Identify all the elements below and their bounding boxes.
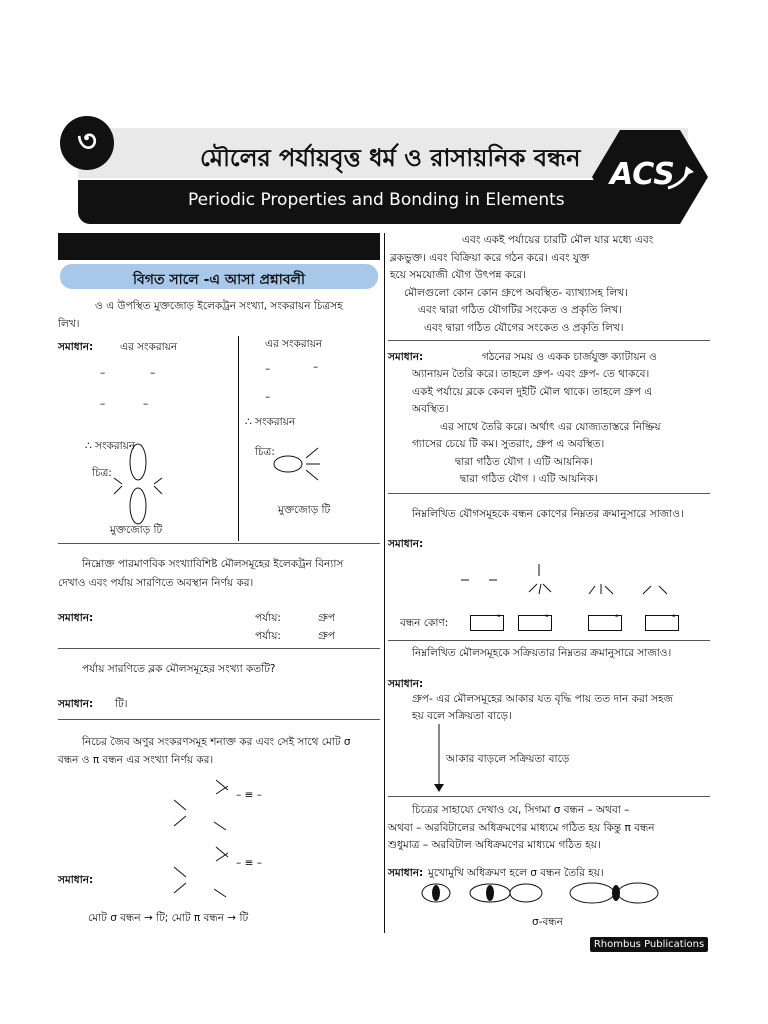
q4-line2: বন্ধন ও π বন্ধন এর সংখ্যা নির্ণয় কর।: [58, 754, 214, 766]
q5-line6: এবং দ্বারা গঠিত যৌগের সংকেত ও প্রকৃতি লিখ।: [424, 322, 624, 334]
publisher-badge: Rhombus Publications: [590, 937, 708, 952]
a8-text: মুখোমুখি অধিক্রমণ হলে σ বন্ধন তৈরি হয়।: [428, 867, 604, 879]
dash: –: [313, 361, 319, 373]
q5-line3: হয়ে সমযোজী যৌগ উৎপন্ন করে।: [390, 269, 526, 281]
q1-line2: লিখ।: [58, 318, 80, 330]
degree-symbol: °: [496, 614, 501, 624]
separator: [58, 719, 380, 720]
a4-total: মোট σ বন্ধন → টি; মোট π বন্ধন → টি: [88, 912, 249, 924]
q8-line1: চিত্রের সাহায্যে দেখাও যে, সিগমা σ বন্ধন – অথবা –: [412, 804, 630, 816]
degree-symbol: °: [544, 614, 549, 624]
a2-solution-label: সমাধান:: [58, 612, 94, 624]
q5-line4: মৌলগুলো কোন কোন গ্রুপে অবস্থিত- ব্যাখ্যাসহ লিখ।: [404, 287, 628, 299]
q5-line5: এবং দ্বারা গঠিত যৌগটির সংকেত ও প্রকৃতি লিখ।: [418, 304, 623, 316]
q2-line2: দেখাও এবং পর্যায় সারণিতে অবস্থান নির্ণয় কর।: [58, 577, 254, 589]
dash: –: [100, 367, 106, 379]
a2-period-1: পর্যায়:: [255, 612, 281, 624]
a5-line1: গঠনের সময় ও একক চার্জযুক্ত ক্যাটায়ন ও: [482, 351, 657, 363]
a5-line4: অবস্থিত।: [412, 403, 449, 415]
a4-bond-a: – ≡ –: [236, 789, 262, 801]
a1-lone-a: মুক্তজোড় টি: [110, 524, 163, 536]
a7-solution-label: সমাধান:: [388, 678, 424, 690]
separator: [388, 493, 710, 494]
angle-box-4: [645, 615, 679, 631]
a1-fig-label-a: চিত্র:: [92, 467, 112, 479]
chapter-number: ৩: [60, 116, 114, 170]
a3-solution-label: সমাধান:: [58, 698, 94, 710]
a7-line1: গ্রুপ- এর মৌলসমূহের আকার যত বৃদ্ধি পায় তত দান করা সহজ: [412, 693, 673, 705]
q5-line2: ব্লকভুক্ত। এবং বিক্রিয়া করে গঠন করে। এবং যুক্ত: [390, 252, 590, 264]
dash: –: [265, 391, 271, 403]
a5-solution-label: সমাধান:: [388, 351, 424, 363]
a1-hyb-a: ∴ সংকরায়ন: [85, 440, 136, 452]
q4-line1: নিচের জৈব অণুর সংকরণসমূহ শনাক্ত কর এবং সেই সাথে মোট σ: [82, 736, 351, 748]
acs-logo: ACS: [610, 157, 675, 192]
orbital-diagram-a: [110, 440, 170, 530]
q8-line3: শুধুমাত্র – অরবিটাল অধিক্রমণের মাধ্যমে গঠিত হয়।: [388, 839, 601, 851]
a1-solution-label: সমাধান:: [58, 341, 94, 353]
a4-bond-b: – ≡ –: [236, 857, 262, 869]
dash: –: [143, 398, 149, 410]
q1-line1: ও এ উপস্থিত মুক্তজোড় ইলেকট্রন সংখ্যা, সংকরায়ন চিত্রসহ: [95, 300, 343, 312]
separator: [388, 640, 710, 641]
angle-box-3: [588, 615, 622, 631]
a7-line2: হয় বলে সক্রিয়তা বাড়ে।: [412, 710, 512, 722]
a6-bond-angle-label: বন্ধন কোণ:: [400, 617, 449, 629]
q3-text: পর্যায় সারণিতে ব্লক মৌলসমূহের সংখ্যা কতটি?: [82, 663, 276, 675]
q8-line2: অথবা – অরবিটালের অধিক্রমণের মাধ্যমে গঠিত হয় কিন্তু π বন্ধন: [388, 822, 655, 834]
dash: –: [265, 363, 271, 375]
a1-hyb-b: ∴ সংকরায়ন: [245, 416, 296, 428]
q2-line1: নিম্নোক্ত পারমাণবিক সংখ্যাবিশিষ্ট মৌলসমূহের ইলেকট্রন বিন্যাস: [82, 558, 344, 570]
a1-lone-b: মুক্তজোড় টি: [278, 504, 331, 516]
a1-config-a: এর সংকরায়ন: [120, 341, 178, 353]
degree-symbol: °: [614, 614, 619, 624]
sigma-overlap-diagram: [420, 880, 660, 906]
q5-line1: এবং একই পর্যায়ের চারটি মৌল যার মধ্যে এবং: [462, 234, 654, 246]
a5-line2: অ্যানায়ন তৈরি করে। তাহলে গ্রুপ- এবং গ্রুপ- তে থাকবে।: [412, 368, 650, 380]
a8-caption: σ-বন্ধন: [532, 916, 563, 928]
a2-group-2: গ্রুপ: [318, 630, 336, 642]
a1-fig-label-b: চিত্র:: [255, 446, 275, 458]
separator: [58, 543, 380, 544]
a5-line5: এর সাথে তৈরি করে। অর্থাৎ এর যোজ্যতাস্তরে নিষ্ক্রিয়: [440, 421, 661, 433]
angle-box-2: [518, 615, 552, 631]
a6-solution-label: সমাধান:: [388, 538, 424, 550]
separator: [388, 796, 710, 797]
molecule-shapes: [455, 560, 685, 604]
chapter-title-bn: মৌলের পর্যায়বৃত্ত ধর্ম ও রাসায়নিক বন্ধন: [200, 144, 581, 172]
a4-solution-label: সমাধান:: [58, 874, 94, 886]
a1-config-b: এর সংকরায়ন: [265, 338, 323, 350]
chapter-title-en: Periodic Properties and Bonding in Elements: [188, 190, 565, 210]
separator: [388, 340, 710, 341]
dash: –: [150, 367, 156, 379]
a5-line8: দ্বারা গঠিত যৌগ । এটি আয়নিক।: [460, 473, 598, 485]
angle-box-1: [470, 615, 504, 631]
a2-group-1: গ্রুপ: [318, 612, 336, 624]
orbital-diagram-b: [270, 440, 330, 490]
a3-value: টি।: [115, 698, 128, 710]
a8-solution-label: সমাধান:: [388, 867, 424, 879]
column-header-strip: [58, 233, 380, 260]
molecule-diagram-a: [168, 778, 238, 833]
separator: [58, 648, 380, 649]
a5-line7: দ্বারা গঠিত যৌগ । এটি আয়নিক।: [455, 456, 593, 468]
down-arrow: [432, 722, 446, 794]
a1-split-line: [238, 336, 239, 541]
section-title: বিগত সালে -এ আসা প্রশ্নাবলী: [133, 272, 305, 288]
degree-symbol: °: [671, 614, 676, 624]
a2-period-2: পর্যায়:: [255, 630, 281, 642]
a5-line3: একই পর্যায়ে ব্লকে কেবল দুইটি মৌল থাকে। তাহলে গ্রুপ এ: [412, 386, 653, 398]
molecule-diagram-b: [168, 845, 238, 900]
a5-line6: গ্যাসের চেয়ে টি কম। সুতরাং, গ্রুপ এ অবস্থিত।: [412, 438, 605, 450]
column-divider: [384, 233, 385, 933]
q6-text: নিম্নলিখিত যৌগসমূহকে বন্ধন কোণের নিম্নতর ক্রমানুসারে সাজাও।: [412, 508, 684, 520]
q7-text: নিম্নলিখিত মৌলসমূহকে সক্রিয়তার নিম্নতর ক্রমানুসারে সাজাও।: [412, 647, 672, 659]
a7-arrow-label: আকার বাড়লে সক্রিয়তা বাড়ে: [446, 753, 570, 765]
dash: –: [100, 398, 106, 410]
